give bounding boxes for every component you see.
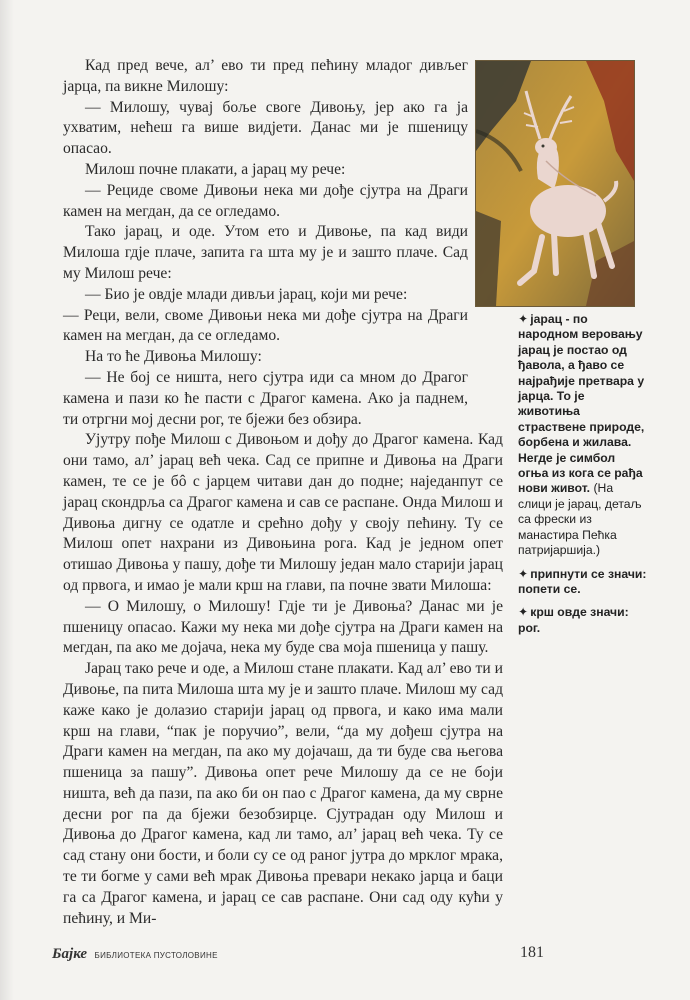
- paragraph: Кад пред вече, ал’ ево ти пред пећину младог дивљег јарца, па викне Милошу:: [63, 57, 468, 95]
- paragraph: Тако јарац, и оде. Утом ето и Дивоње, па кад види Милоша гдје плаче, запита га шта му је и зашто плаче. Сад му Милош рече:: [63, 223, 468, 282]
- page-edge-shadow: [0, 0, 14, 1000]
- story-text: [63, 56, 503, 929]
- paragraph: — Рециде своме Дивоњи нека ми дође сјутра на Драги камен на мегдан, да се оглeдамо.: [63, 181, 468, 220]
- series-name: БИБЛИОТЕКА ПУСТОЛОВИНЕ: [94, 951, 218, 960]
- note-pripnuti: [518, 567, 648, 598]
- note-pripnuti-text: припнути се значи: попети се.: [518, 566, 647, 596]
- bullet-icon: ✦: [518, 605, 529, 620]
- margin-notes: [518, 312, 648, 644]
- paragraph: — Милошу, чувај боље своге Дивоњу, јер ако га ја ухватим, нећеш га више видјети. Данас ми је пшеницу опасао.: [63, 98, 468, 158]
- paragraph: На то ће Дивоња Милошу:: [85, 348, 262, 366]
- note-jarac-caption: (На слици је јарац, детаљ са фрески из манастира Пећка патријаршија.): [518, 481, 642, 558]
- bullet-icon: ✦: [518, 312, 529, 326]
- paragraph: — Био је овдје млади дивљи јарац, који ми рече:: [85, 285, 408, 303]
- paragraph: Милош почне плакати, а јарац му рече:: [85, 160, 346, 178]
- fresco-goat-illustration: [475, 60, 635, 307]
- note-krs-text: крш овде значи: рог.: [518, 605, 629, 635]
- series-title: Бајке: [52, 946, 88, 962]
- paragraph: — О Милошу, о Милошу! Гдје ти је Дивоња? Данас ми је пшеницу опасао. Кажи му нека ми дође сјутра на Драги камен на мегдан, па ако ме дојача, нека му буде сва моја пшеница у пашу.: [63, 597, 503, 657]
- paragraph: — Не бој се ништа, него сјутра иди са мном до Драгог камена и пази ко ће пасти с Драгог камена. Ако ја паднем, ти отргни мој десни рог, те бјежи без обзира.: [63, 368, 468, 428]
- paragraph: Јарац тако рече и оде, а Милош стане плакати. Кад ал’ ево ти и Дивоње, па пита Милоша шта му је и зашто плаче. Милош му сад каже како је долазио старији јарац од првога, и како има мали крш на глави, “пак је поручио”, вели, “да му дођеш сјутра на Драги камен на мегдан, па ако му дојачаш, да ти буде сва његова пшеница за пашу”. Дивоња опет рече Милошу да се не боји ништа, већ да пази, па ако би он пао с Драгог камена, да му сврне десни рог па да бјежи безобзирце. Сјутрадан оду Милош и Дивоња до Драгог камена, кад ли тамо, ал’ јарац већ чека. Ту се сад стану они бости, и боли су се од раног јутра до мрклог мрака, те ти богме у сами већ мрак Дивоња превари некако јарца и баци га са Драгог камена, и јарац се сав распане. Они сад оду кући у пећину, и Ми-: [63, 660, 503, 927]
- note-jarac-definition: јарац - по народном веровању јарац је постао од ђавола, а ђаво се најрађије претвара у јарца. То је животиња страствене природе, борбена и жилава. Негде је симбол огња из кога се рађа нови живот.: [518, 312, 645, 496]
- series-footer: [52, 946, 218, 963]
- note-jarac: [518, 312, 648, 559]
- note-krs: [518, 605, 648, 636]
- bullet-icon: ✦: [518, 566, 529, 581]
- goat-fresco-image: [476, 61, 634, 306]
- page-number: 181: [520, 944, 544, 961]
- paragraph: Ујутру пође Милош с Дивоњом и дођу до Драгог камена. Кад они тамо, ал’ јарац већ чека. Сад се припне и Дивоња на Драги камен, те се је бô с јарцем читави дан до подне; наједанпут се јарац скондрља са Драгог камена и сав се распане. Онда Милош и Дивоња дигну се одатле и срећно дођу у своју пећину. Ту се Милош опет нахрани из Дивоњина рога. Кад је једном опет отишао Дивоња у пашу, дође ти Милошу један мало старији јарац од првога, и имао је мали крш на глави, па почне звати Милоша:: [63, 431, 503, 594]
- paragraph: — Реци, вели, своме Дивоњи нека ми дође сјутра на Драги камен на мегдан, да се оглeдамо.: [63, 306, 468, 345]
